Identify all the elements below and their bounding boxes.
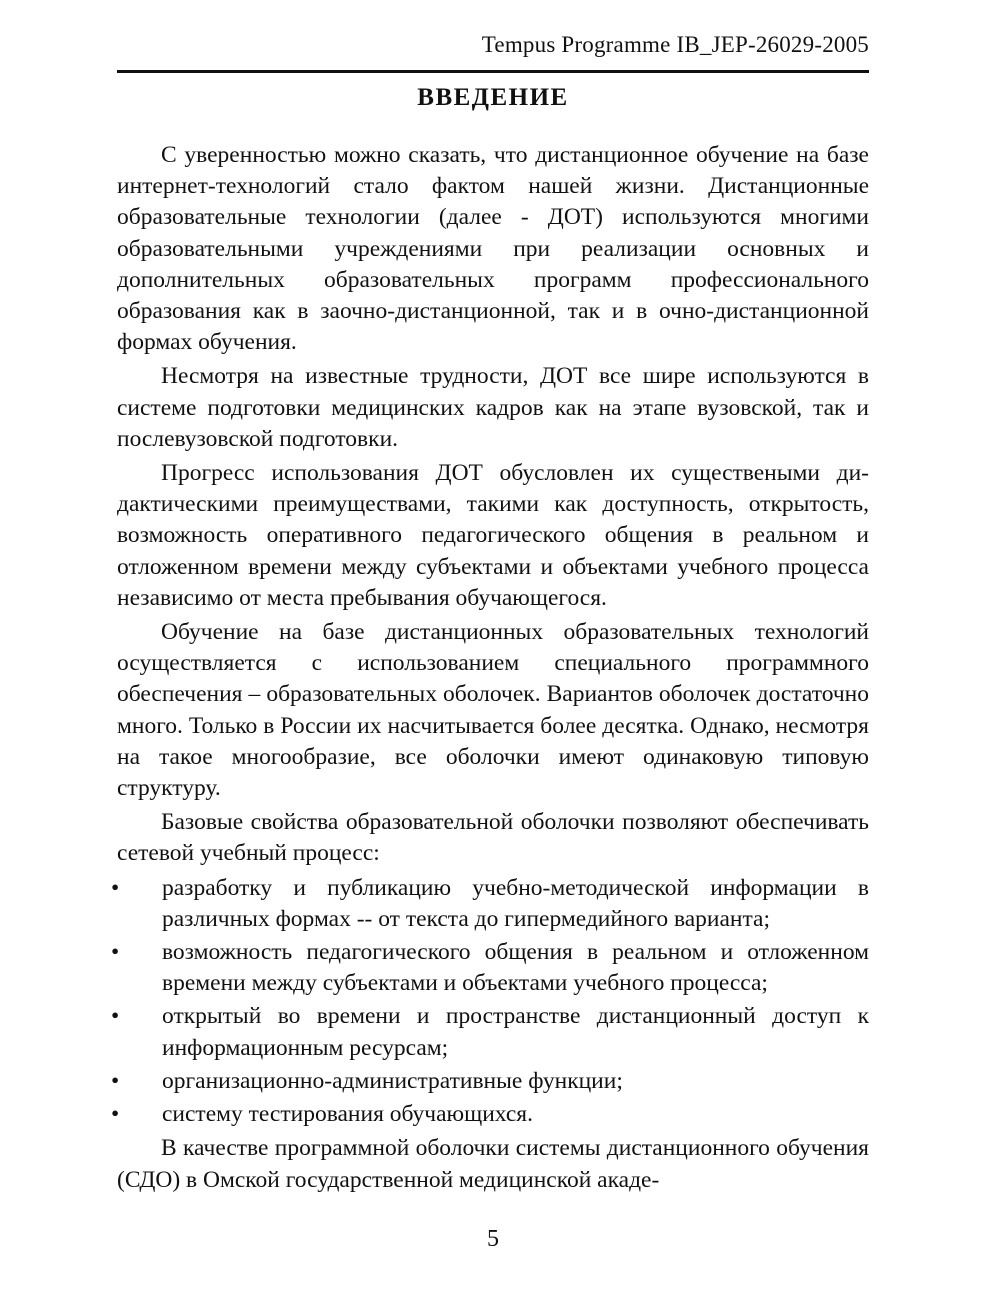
feature-list [111,873,869,1131]
running-header: Tempus Programme IB_JEP-26029-2005 [481,32,869,57]
bullet-icon: • [111,939,120,966]
paragraph-5: Базовые свойства образовательной оболочки позволяют обеспечивать сетевой учебный процесс: [117,809,869,867]
paragraph-1: С уверенностью можно сказать, что дистанционное обучение на базе интернет-технологий стало фактом нашей жизни. Дистанционные образовательные технологии (далее - ДОТ) используются многими образовательными учреждениями при реализации основных и дополнительных образовательных программ профессионального образования как в заочно-дистанционной, так и в очно-дистанционной формах обучения. [117,142,869,356]
section-title: ВВЕДЕНИЕ [417,84,569,111]
list-item [111,873,869,935]
paragraph-4: Обучение на базе дистанционных образовательных технологий осуществляется с использованием специального программного обеспечения – образовательных оболочек. Вариантов оболочек достаточно много. Только в России их насчитывается более десятка. Однако, несмотря на такое многообразие, все оболочки имеют одинаковую типовую структуру. [117,619,869,802]
list-item [111,1066,869,1097]
list-item-text: возможность педагогического общения в реальном и отложенном времени между субъектами и объектами учебного процесса; [162,939,869,997]
list-item [111,1099,869,1130]
bullet-icon: • [111,874,120,901]
list-item-text: разработку и публикацию учебно-методической информации в различных формах -- от текста до гипермедийного варианта; [162,874,869,932]
bullet-icon: • [111,1101,120,1128]
list-item [111,1001,869,1063]
list-item-text: организационно-административные функции; [162,1067,623,1094]
body-text [111,140,869,1199]
paragraph-3: Прогресс использования ДОТ обусловлен их существеными дидактическими преимуществами, такими как доступность, открытость, возможность оперативного педагогического общения в реальном и отложенном времени между субъектами и объектами учебного процесса независимо от места пребывания обучающегося. [117,460,869,611]
list-item-text: открытый во времени и пространстве дистанционный доступ к информационным ресурсам; [162,1003,869,1061]
bullet-icon: • [111,1067,120,1094]
document-page [111,0,869,1298]
header-rule [117,70,869,73]
paragraph-6: В качестве программной оболочки системы дистанционного обучения (СДО) в Омской государственной медицинской акаде- [117,1135,869,1193]
paragraph-2: Несмотря на известные трудности, ДОТ все шире используются в системе подготовки медицинских кадров как на этапе вузовской, так и послевузовской подготовки. [117,363,869,452]
list-item [111,937,869,999]
bullet-icon: • [111,1003,120,1030]
page-number: 5 [487,1226,499,1252]
list-item-text: систему тестирования обучающихся. [162,1101,533,1128]
